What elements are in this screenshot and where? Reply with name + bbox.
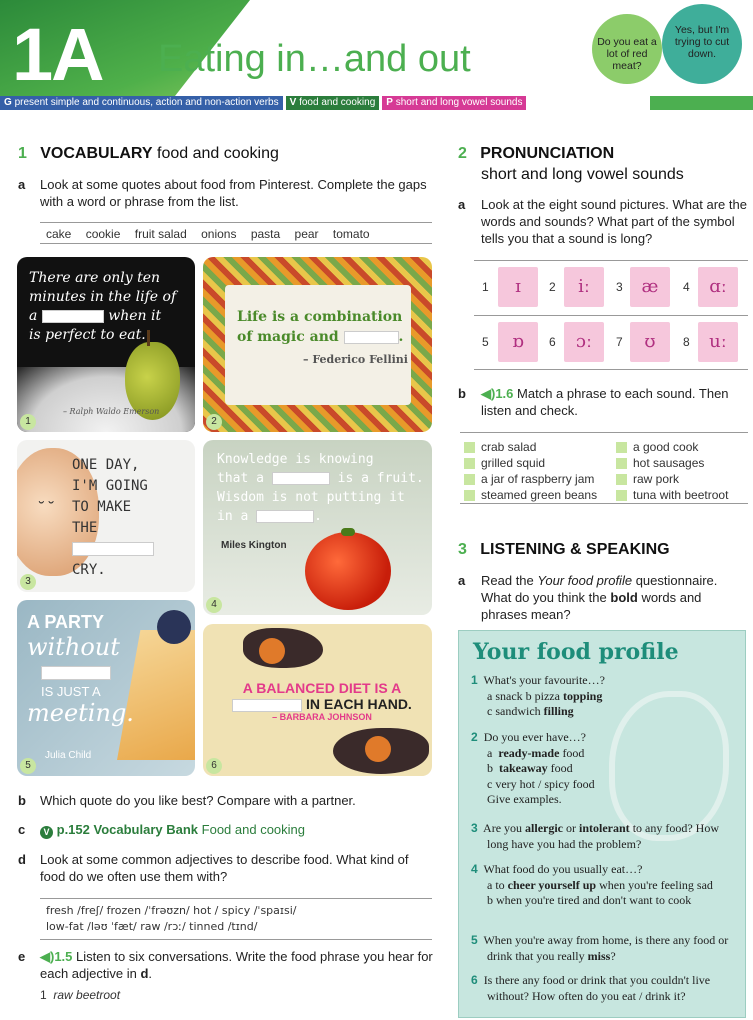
quote-text: A BALANCED DIET IS A IN EACH HAND. – BARBARA JOHNSON [217, 680, 427, 722]
blueberry [157, 610, 191, 644]
tomato-stem [341, 528, 355, 536]
answer-box[interactable] [616, 458, 627, 469]
quote-text: A PARTY without IS JUST A meeting. [27, 612, 134, 727]
speech-bubble-answer: Yes, but I'm trying to cut down. [662, 4, 742, 84]
quote-text: ONE DAY, I'M GOING TO MAKE THE CRY. [72, 455, 192, 581]
exercise-2a-instructions: Look at the eight sound pictures. What are the words and sounds? What part of the symbol tells you that a sound is long? [481, 197, 747, 246]
cookie-top-icon [259, 638, 285, 664]
exercise-letter-a: a [18, 177, 26, 192]
card-number: 3 [20, 574, 36, 590]
phrase-column-right [616, 439, 746, 503]
food-profile-questionnaire [458, 630, 746, 1018]
quote-card-5 [17, 600, 195, 776]
grid-divider [474, 315, 748, 316]
audio-icon[interactable]: ◀) [481, 386, 496, 401]
exercise-letter-e: e [18, 949, 26, 964]
quote-card-3 [17, 440, 195, 592]
word-list [40, 222, 432, 244]
gap [256, 510, 314, 523]
quote-author: Miles Kington [221, 540, 287, 551]
quote-text: Life is a combination of magic and . [237, 309, 404, 345]
question-4: 4 What food do you usually eat…? a to cheer yourself up when you're feeling sad b when you're tired and don't want to cook [471, 862, 713, 907]
questionnaire-title: Your food profile [473, 639, 679, 665]
card-number: 6 [206, 758, 222, 774]
unit-number: 1A [12, 13, 103, 96]
word-item: pasta [250, 227, 281, 241]
tag-bar-end [650, 96, 753, 110]
exercise-letter-b: b [18, 793, 26, 808]
word-item: pear [294, 227, 319, 241]
sound-number: 3 [616, 280, 623, 294]
sound-number: 1 [482, 280, 489, 294]
pronunciation-heading: 2 PRONUNCIATION [458, 145, 615, 162]
answer-box[interactable] [616, 490, 627, 501]
question-3: 3 Are you allergic or intolerant to any food? How long have you had the problem? [471, 821, 720, 851]
word-item: cookie [85, 227, 121, 241]
sound-picture-bull: ʊ [630, 322, 670, 362]
cookie-bottom-icon [365, 736, 391, 762]
quote-card-1 [17, 257, 195, 432]
answer-box[interactable] [616, 474, 627, 485]
question-1: 1 What's your favourite…? a snack b pizza topping c sandwich filling [471, 673, 605, 718]
quote-card-4 [203, 440, 432, 615]
adjective-list [40, 898, 432, 940]
audio-icon[interactable]: ◀) [40, 949, 55, 964]
gap [232, 699, 302, 712]
pronunciation-subheading: short and long vowel sounds [481, 166, 684, 183]
word-item: cake [46, 227, 72, 241]
question-6: 6 Is there any food or drink that you couldn't live without? How often do you eat / drink it? [471, 973, 711, 1003]
exercise-letter-3a: a [458, 573, 466, 588]
answer-box[interactable] [464, 474, 475, 485]
quote-author: Julia Child [45, 750, 92, 761]
exercise-letter-d: d [18, 852, 26, 867]
exercise-letter-c: c [18, 822, 26, 837]
sound-number: 6 [549, 335, 556, 349]
onion-face: ˘ ˘ [39, 500, 55, 517]
answer-box[interactable] [616, 442, 627, 453]
exercise-letter-2b: b [458, 386, 466, 401]
sound-number: 2 [549, 280, 556, 294]
sound-number: 7 [616, 335, 623, 349]
sound-picture-car: ɑː [698, 267, 738, 307]
vocabulary-heading: 1 VOCABULARY food and cooking [18, 145, 279, 162]
question-2: 2 Do you ever have…? a ready-made food b takeaway food c very hot / spicy food Give examples. [471, 730, 595, 806]
exercise-letter-2a: a [458, 197, 466, 212]
word-item: fruit salad [134, 227, 187, 241]
sound-picture-clock: ɒ [498, 322, 538, 362]
exercise-1d-instructions: Look at some common adjectives to describe food. What kind of food do we often use them with? [40, 852, 409, 884]
phrase-item: raw pork [616, 471, 746, 487]
quote-author: – Ralph Waldo Emerson [63, 407, 160, 416]
vocabulary-tag: V food and cooking [286, 96, 380, 110]
question-5: 5 When you're away from home, is there any food or drink that you really miss? [471, 933, 729, 963]
sound-picture-horse: ɔː [564, 322, 604, 362]
quote-text: Knowledge is knowing that a is a fruit. Wisdom is not putting it in a . [217, 452, 424, 524]
grammar-tag: G present simple and continuous, action and non-action verbs [0, 96, 283, 110]
example-answer: 1 raw beetroot [40, 988, 121, 1002]
answer-box[interactable] [464, 442, 475, 453]
syllabus-tags [0, 96, 526, 110]
phrase-list [460, 432, 748, 504]
exercise-1e-instructions: ◀)1.5 Listen to six conversations. Write the food phrase you hear for each adjective in d. [40, 949, 433, 981]
sound-picture-cat: æ [630, 267, 670, 307]
answer-box[interactable] [464, 458, 475, 469]
phrase-item: hot sausages [616, 455, 746, 471]
phrase-item: a good cook [616, 439, 746, 455]
vocabulary-bank-link[interactable]: V p.152 Vocabulary Bank Food and cooking [40, 821, 435, 839]
tomato-image [305, 532, 391, 610]
listening-heading: 3 LISTENING & SPEAKING [458, 541, 670, 558]
phrase-item: grilled squid [464, 455, 614, 471]
gap [42, 310, 104, 323]
phrase-item: steamed green beans [464, 487, 614, 503]
card-number: 5 [20, 758, 36, 774]
word-item: onions [201, 227, 237, 241]
sound-picture-tree: iː [564, 267, 604, 307]
quote-text: There are only ten minutes in the life of a when it is perfect to eat. [29, 270, 177, 343]
vocabulary-icon: V [40, 826, 53, 839]
quote-author: – Federico Fellini [303, 353, 408, 366]
gap [272, 472, 330, 485]
sound-picture-boot: uː [698, 322, 738, 362]
gap [41, 666, 111, 680]
gap [72, 542, 154, 556]
adjective-line: low-fat /ləʊ ˈfæt/ raw /rɔː/ tinned /tɪnd/ [46, 920, 258, 933]
gap [344, 331, 399, 344]
exercise-1b-instructions: Which quote do you like best? Compare with a partner. [40, 793, 356, 808]
sound-number: 4 [683, 280, 690, 294]
page-title: Eating in…and out [158, 38, 471, 80]
sound-number: 5 [482, 335, 489, 349]
exercise-2b-instructions: ◀)1.6 Match a phrase to each sound. Then listen and check. [481, 386, 729, 418]
sound-pictures-grid [474, 260, 748, 370]
pronunciation-tag: P short and long vowel sounds [382, 96, 526, 110]
sound-number: 8 [683, 335, 690, 349]
adjective-line: fresh /freʃ/ frozen /ˈfrəʊzn/ hot / spicy /ˈspaɪsi/ [46, 904, 297, 917]
phrase-item: tuna with beetroot [616, 487, 746, 503]
speech-bubble-question: Do you eat a lot of red meat? [592, 14, 662, 84]
quote-card-6 [203, 624, 432, 776]
phrase-item: crab salad [464, 439, 614, 455]
exercise-3a-instructions: Read the Your food profile questionnaire. What do you think the bold words and phrases mean? [481, 573, 718, 622]
card-number: 4 [206, 597, 222, 613]
card-number: 1 [20, 414, 36, 430]
exercise-1a-instructions: Look at some quotes about food from Pinterest. Complete the gaps with a word or phrase from the list. [40, 177, 427, 209]
quote-card-2 [203, 257, 432, 432]
phrase-item: a jar of raspberry jam [464, 471, 614, 487]
phrase-column-left [464, 439, 614, 503]
word-item: tomato [332, 227, 370, 241]
card-number: 2 [206, 414, 222, 430]
sound-picture-fish: ɪ [498, 267, 538, 307]
answer-box[interactable] [464, 490, 475, 501]
